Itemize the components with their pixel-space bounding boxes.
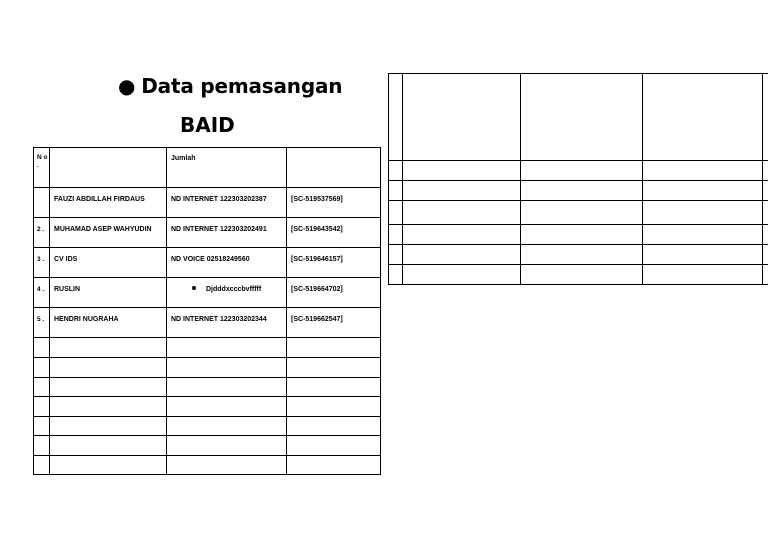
table-cell	[521, 181, 643, 201]
table-cell	[34, 436, 50, 456]
page-subtitle: BAID	[180, 113, 235, 137]
table-cell	[643, 161, 763, 181]
header-jumlah: Jumlah	[167, 148, 287, 188]
customer-name: FAUZI ABDILLAH FIRDAUS	[50, 188, 167, 218]
customer-name: CV IDS	[50, 248, 167, 278]
table-row-empty	[34, 455, 381, 475]
table-row	[34, 188, 381, 218]
table-cell	[50, 377, 167, 397]
table-cell	[287, 358, 381, 378]
table-cell	[167, 436, 287, 456]
row-number	[34, 188, 50, 218]
table-cell	[389, 201, 403, 225]
order-code: [SC-519664702]	[287, 278, 381, 308]
table-cell	[167, 416, 287, 436]
table-cell	[763, 74, 768, 161]
order-code: [SC-519662547]	[287, 308, 381, 338]
table-row-empty	[389, 161, 768, 181]
table-row	[34, 278, 381, 308]
table-cell	[287, 377, 381, 397]
table-cell	[50, 416, 167, 436]
service-info: ND INTERNET 122303202387	[167, 188, 287, 218]
table-cell	[389, 161, 403, 181]
table-cell	[643, 181, 763, 201]
table-cell	[521, 161, 643, 181]
table-cell	[287, 436, 381, 456]
table-cell	[167, 455, 287, 475]
table-cell	[403, 74, 521, 161]
table-row-empty	[34, 397, 381, 417]
order-code: [SC-519643542]	[287, 218, 381, 248]
table-row-empty	[34, 416, 381, 436]
table-cell	[403, 225, 521, 245]
table-row-empty	[389, 201, 768, 225]
table-cell	[34, 397, 50, 417]
table-cell	[403, 201, 521, 225]
customer-name: HENDRI NUGRAHA	[50, 308, 167, 338]
table-cell	[389, 225, 403, 245]
table-cell	[403, 265, 521, 285]
table-cell	[521, 245, 643, 265]
table-header-row	[389, 74, 768, 161]
table-row-empty	[34, 338, 381, 358]
table-cell	[50, 455, 167, 475]
row-number: 2 .	[34, 218, 50, 248]
table-cell	[403, 161, 521, 181]
table-row-empty	[389, 225, 768, 245]
table-cell	[521, 201, 643, 225]
table-cell	[763, 161, 768, 181]
page-title	[118, 74, 342, 98]
service-info: ND INTERNET 122303202491	[167, 218, 287, 248]
table-cell	[403, 181, 521, 201]
table-cell	[643, 245, 763, 265]
table-cell	[643, 201, 763, 225]
customer-name: RUSLIN	[50, 278, 167, 308]
table-cell	[167, 377, 287, 397]
table-cell	[34, 416, 50, 436]
table-cell	[167, 338, 287, 358]
order-code: [SC-519646157]	[287, 248, 381, 278]
table-cell	[521, 225, 643, 245]
table-cell	[50, 397, 167, 417]
table-row-empty	[34, 377, 381, 397]
customer-name: MUHAMAD ASEP WAHYUDIN	[50, 218, 167, 248]
table-cell	[763, 245, 768, 265]
table-row	[34, 218, 381, 248]
secondary-table	[388, 73, 768, 285]
row-number: 3 .	[34, 248, 50, 278]
table-cell	[50, 358, 167, 378]
table-cell	[50, 338, 167, 358]
header-col2	[50, 148, 167, 188]
table-row-empty	[389, 181, 768, 201]
order-code: [SC-519537569]	[287, 188, 381, 218]
title-text: Data pemasangan	[141, 74, 343, 98]
table-cell	[763, 225, 768, 245]
table-cell	[287, 416, 381, 436]
table-cell	[167, 397, 287, 417]
table-cell	[287, 455, 381, 475]
table-cell	[403, 245, 521, 265]
table-cell	[763, 181, 768, 201]
service-info: ND VOICE 02518249560	[167, 248, 287, 278]
table-cell	[521, 74, 643, 161]
table-cell	[763, 265, 768, 285]
table-cell	[763, 201, 768, 225]
table-cell	[34, 358, 50, 378]
bullet-icon	[192, 286, 196, 290]
table-row-empty	[389, 245, 768, 265]
row-number: 5 .	[34, 308, 50, 338]
table-cell	[287, 397, 381, 417]
table-header-row	[34, 148, 381, 188]
table-cell	[287, 338, 381, 358]
table-cell	[167, 358, 287, 378]
table-row	[34, 248, 381, 278]
service-info: ND INTERNET 122303202344	[167, 308, 287, 338]
row-number: 4 .	[34, 278, 50, 308]
table-row-empty	[389, 265, 768, 285]
table-cell	[389, 74, 403, 161]
table-cell	[643, 74, 763, 161]
table-row-empty	[34, 436, 381, 456]
bullet-icon: ●	[118, 74, 136, 98]
table-row-empty	[34, 358, 381, 378]
table-cell	[34, 455, 50, 475]
header-col4	[287, 148, 381, 188]
table-cell	[389, 245, 403, 265]
table-row	[34, 308, 381, 338]
installation-table	[33, 147, 381, 475]
header-no: N o .	[34, 148, 50, 188]
table-cell	[34, 377, 50, 397]
table-cell	[643, 225, 763, 245]
service-info	[167, 278, 287, 308]
table-cell	[389, 265, 403, 285]
service-text: Djdddxcccbvfffff	[206, 286, 262, 293]
table-cell	[34, 338, 50, 358]
table-cell	[389, 181, 403, 201]
table-cell	[643, 265, 763, 285]
table-cell	[50, 436, 167, 456]
table-cell	[521, 265, 643, 285]
